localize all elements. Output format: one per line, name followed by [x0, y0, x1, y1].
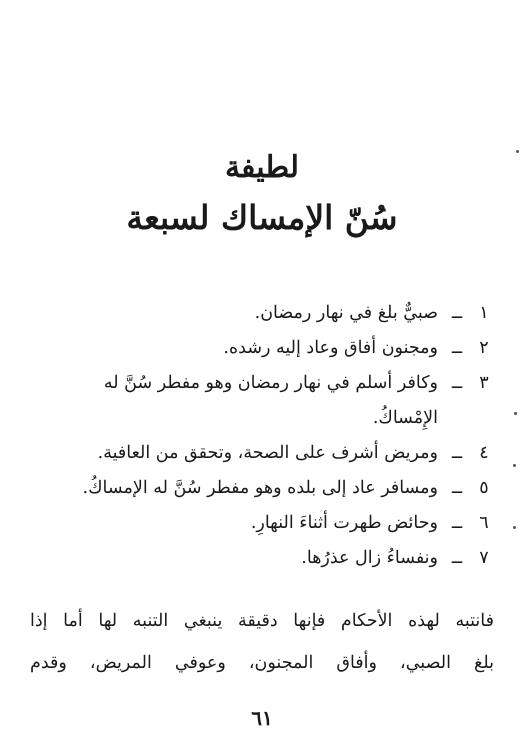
section-title: لطيفة [224, 150, 300, 185]
item-text: ومريض أشرف على الصحة، وتحقق من العافية. [97, 443, 438, 463]
item-dash: ــ [451, 443, 463, 463]
item-number: ٧ [479, 548, 489, 568]
item-number: ٦ [479, 513, 489, 533]
page-number: ٦١ [251, 706, 273, 730]
item-dash: ــ [451, 478, 463, 498]
item-dash: ــ [451, 338, 463, 358]
item-dash: ــ [451, 373, 463, 393]
section-subtitle: سُنّ الإمساك لسبعة [126, 198, 398, 237]
paragraph-line: بلغ الصبي، وأفاق المجنون، وعوفي المريض، وقدم [30, 653, 494, 673]
item-text: صبيٌّ بلغ في نهار رمضان. [254, 303, 438, 323]
item-text: وكافر أسلم في نهار رمضان وهو مفطر سُنَّ له [103, 373, 438, 393]
item-number: ١ [479, 303, 489, 323]
list-item [24, 436, 494, 471]
scan-speck [514, 412, 517, 415]
list-item [24, 506, 494, 541]
item-text: ومسافر عاد إلى بلده وهو مفطر سُنَّ له الإمساكُ. [82, 478, 438, 498]
item-text: وحائض طهرت أثناءَ النهارِ. [250, 513, 438, 533]
list-item [24, 296, 494, 331]
numbered-list [24, 296, 494, 576]
list-item [24, 366, 494, 436]
item-number: ٥ [479, 478, 489, 498]
item-dash: ــ [451, 303, 463, 323]
list-item [24, 331, 494, 366]
scan-speck [513, 526, 516, 529]
item-text-continuation: الإِمْساكُ. [372, 408, 438, 428]
list-item [24, 541, 494, 576]
scan-speck [516, 150, 519, 153]
item-number: ٤ [479, 443, 489, 463]
body-paragraph [30, 600, 494, 684]
item-number: ٢ [479, 338, 489, 358]
item-text: ومجنون أفاق وعاد إليه رشده. [223, 338, 438, 358]
item-dash: ــ [451, 548, 463, 568]
item-number: ٣ [479, 373, 489, 393]
scan-speck [513, 464, 516, 467]
list-item [24, 471, 494, 506]
paragraph-line: فانتبه لهذه الأحكام فإنها دقيقة ينبغي التنبه لها أما إذا [30, 611, 494, 631]
item-text: ونفساءُ زال عذرُها. [301, 548, 438, 568]
item-dash: ــ [451, 513, 463, 533]
